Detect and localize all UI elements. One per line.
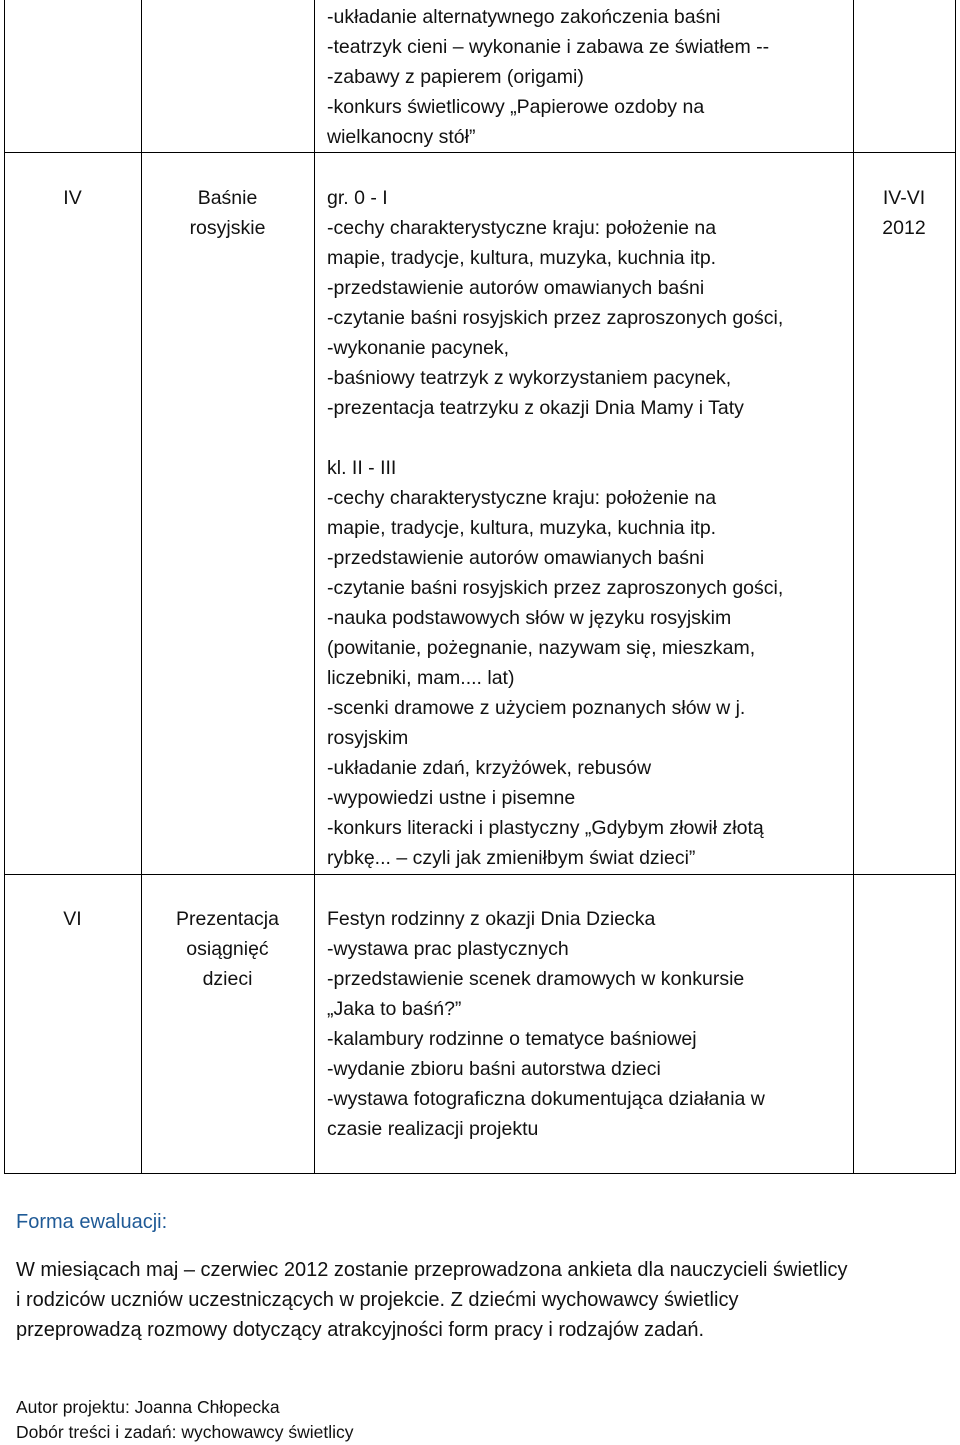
activity-line: mapie, tradycje, kultura, muzyka, kuchnia itp. <box>327 517 717 539</box>
activity-line: -baśniowy teatrzyk z wykorzystaniem pacynek, <box>327 367 732 389</box>
activity-line: liczebniki, mam.... lat) <box>327 667 515 689</box>
activity-line: -prezentacja teatrzyku z okazji Dnia Mamy i Taty <box>327 397 744 419</box>
activity-line: mapie, tradycje, kultura, muzyka, kuchnia itp. <box>327 247 717 269</box>
activity-line: -kalambury rodzinne o tematyce baśniowej <box>327 1028 697 1050</box>
activity-line: -czytanie baśni rosyjskich przez zaproszonych gości, <box>327 307 784 329</box>
row-iv-topic <box>141 183 314 243</box>
paragraph-line: przeprowadzą rozmowy dotyczący atrakcyjności form pracy i rodzajów zadań. <box>16 1319 705 1341</box>
group-spacer <box>327 423 849 453</box>
activity-line: czasie realizacji projektu <box>327 1118 539 1140</box>
footer-content-selection: Dobór treści i zadań: wychowawcy świetlicy <box>16 1422 354 1442</box>
topic-line: rosyjskie <box>189 217 266 239</box>
term-line: IV-VI <box>882 187 926 209</box>
activity-line: -układanie alternatywnego zakończenia baśni <box>327 6 721 28</box>
activity-line: -czytanie baśni rosyjskich przez zaproszonych gości, <box>327 577 784 599</box>
row-divider-1 <box>4 152 956 153</box>
footer-author: Autor projektu: Joanna Chłopecka <box>16 1397 280 1417</box>
activity-line: -układanie zdań, krzyżówek, rebusów <box>327 757 652 779</box>
topic-line: Prezentacja <box>176 908 279 930</box>
activity-line: rosyjskim <box>327 727 409 749</box>
table-border-right <box>955 0 956 1174</box>
activity-line: -wydanie zbioru baśni autorstwa dzieci <box>327 1058 661 1080</box>
table-border-col3 <box>853 0 854 1174</box>
activity-line: -konkurs świetlicowy „Papierowe ozdoby na <box>327 96 705 118</box>
activity-line: -wypowiedzi ustne i pisemne <box>327 787 576 809</box>
activity-line: -przedstawienie autorów omawianych baśni <box>327 277 705 299</box>
activity-line: -przedstawienie autorów omawianych baśni <box>327 547 705 569</box>
group-heading: kl. II - III <box>327 457 397 479</box>
activity-line: -nauka podstawowych słów w języku rosyjskim <box>327 607 732 629</box>
activity-line: -scenki dramowe z użyciem poznanych słów w j. <box>327 697 746 719</box>
activity-line: -konkurs literacki i plastyczny „Gdybym złowił złotą <box>327 817 764 839</box>
activity-line: -wystawa prac plastycznych <box>327 938 569 960</box>
row-iv-number <box>4 183 141 213</box>
activity-line: -wystawa fotograficzna dokumentująca działania w <box>327 1088 765 1110</box>
row-iv-activities <box>327 183 849 873</box>
table-border-col2 <box>314 0 315 1174</box>
activity-line: -cechy charakterystyczne kraju: położenie na <box>327 487 717 509</box>
activity-line: „Jaka to baśń?” <box>327 998 462 1020</box>
row-iv-term <box>853 183 955 243</box>
group-heading: gr. 0 - I <box>327 187 388 209</box>
term-line: 2012 <box>882 217 926 239</box>
row-vi-activities <box>327 904 849 1144</box>
activity-line: -wykonanie pacynek, <box>327 337 510 359</box>
table-border-bottom <box>4 1173 956 1174</box>
table-border-col1 <box>141 0 142 1174</box>
topic-line: dzieci <box>202 968 253 990</box>
paragraph-line: W miesiącach maj – czerwiec 2012 zostanie przeprowadzona ankieta dla nauczycieli świetlicy <box>16 1259 848 1281</box>
topic-line: Baśnie <box>197 187 258 209</box>
activity-line: -cechy charakterystyczne kraju: położenie na <box>327 217 717 239</box>
activity-line: wielkanocny stół” <box>327 126 476 148</box>
activity-line: -zabawy z papierem (origami) <box>327 66 584 88</box>
activity-line: Festyn rodzinny z okazji Dnia Dziecka <box>327 908 656 930</box>
evaluation-paragraph <box>16 1255 951 1345</box>
evaluation-heading: Forma ewaluacji: <box>16 1211 168 1233</box>
project-table <box>4 0 956 1174</box>
activity-line: -przedstawienie scenek dramowych w konkursie <box>327 968 745 990</box>
activity-line: rybkę... – czyli jak zmieniłbym świat dzieci” <box>327 847 696 869</box>
paragraph-line: i rodziców uczniów uczestniczących w projekcie. Z dziećmi wychowawcy świetlicy <box>16 1289 739 1311</box>
activity-line: (powitanie, pożegnanie, nazywam się, mieszkam, <box>327 637 756 659</box>
activity-line: -teatrzyk cieni – wykonanie i zabawa ze światłem -- <box>327 36 770 58</box>
row-top-activities <box>327 2 849 152</box>
table-border-left <box>4 0 5 1174</box>
row-number: VI <box>63 908 82 930</box>
topic-line: osiągnięć <box>186 938 269 960</box>
row-vi-number <box>4 904 141 934</box>
row-vi-topic <box>141 904 314 994</box>
row-divider-2 <box>4 874 956 875</box>
row-number: IV <box>63 187 82 209</box>
